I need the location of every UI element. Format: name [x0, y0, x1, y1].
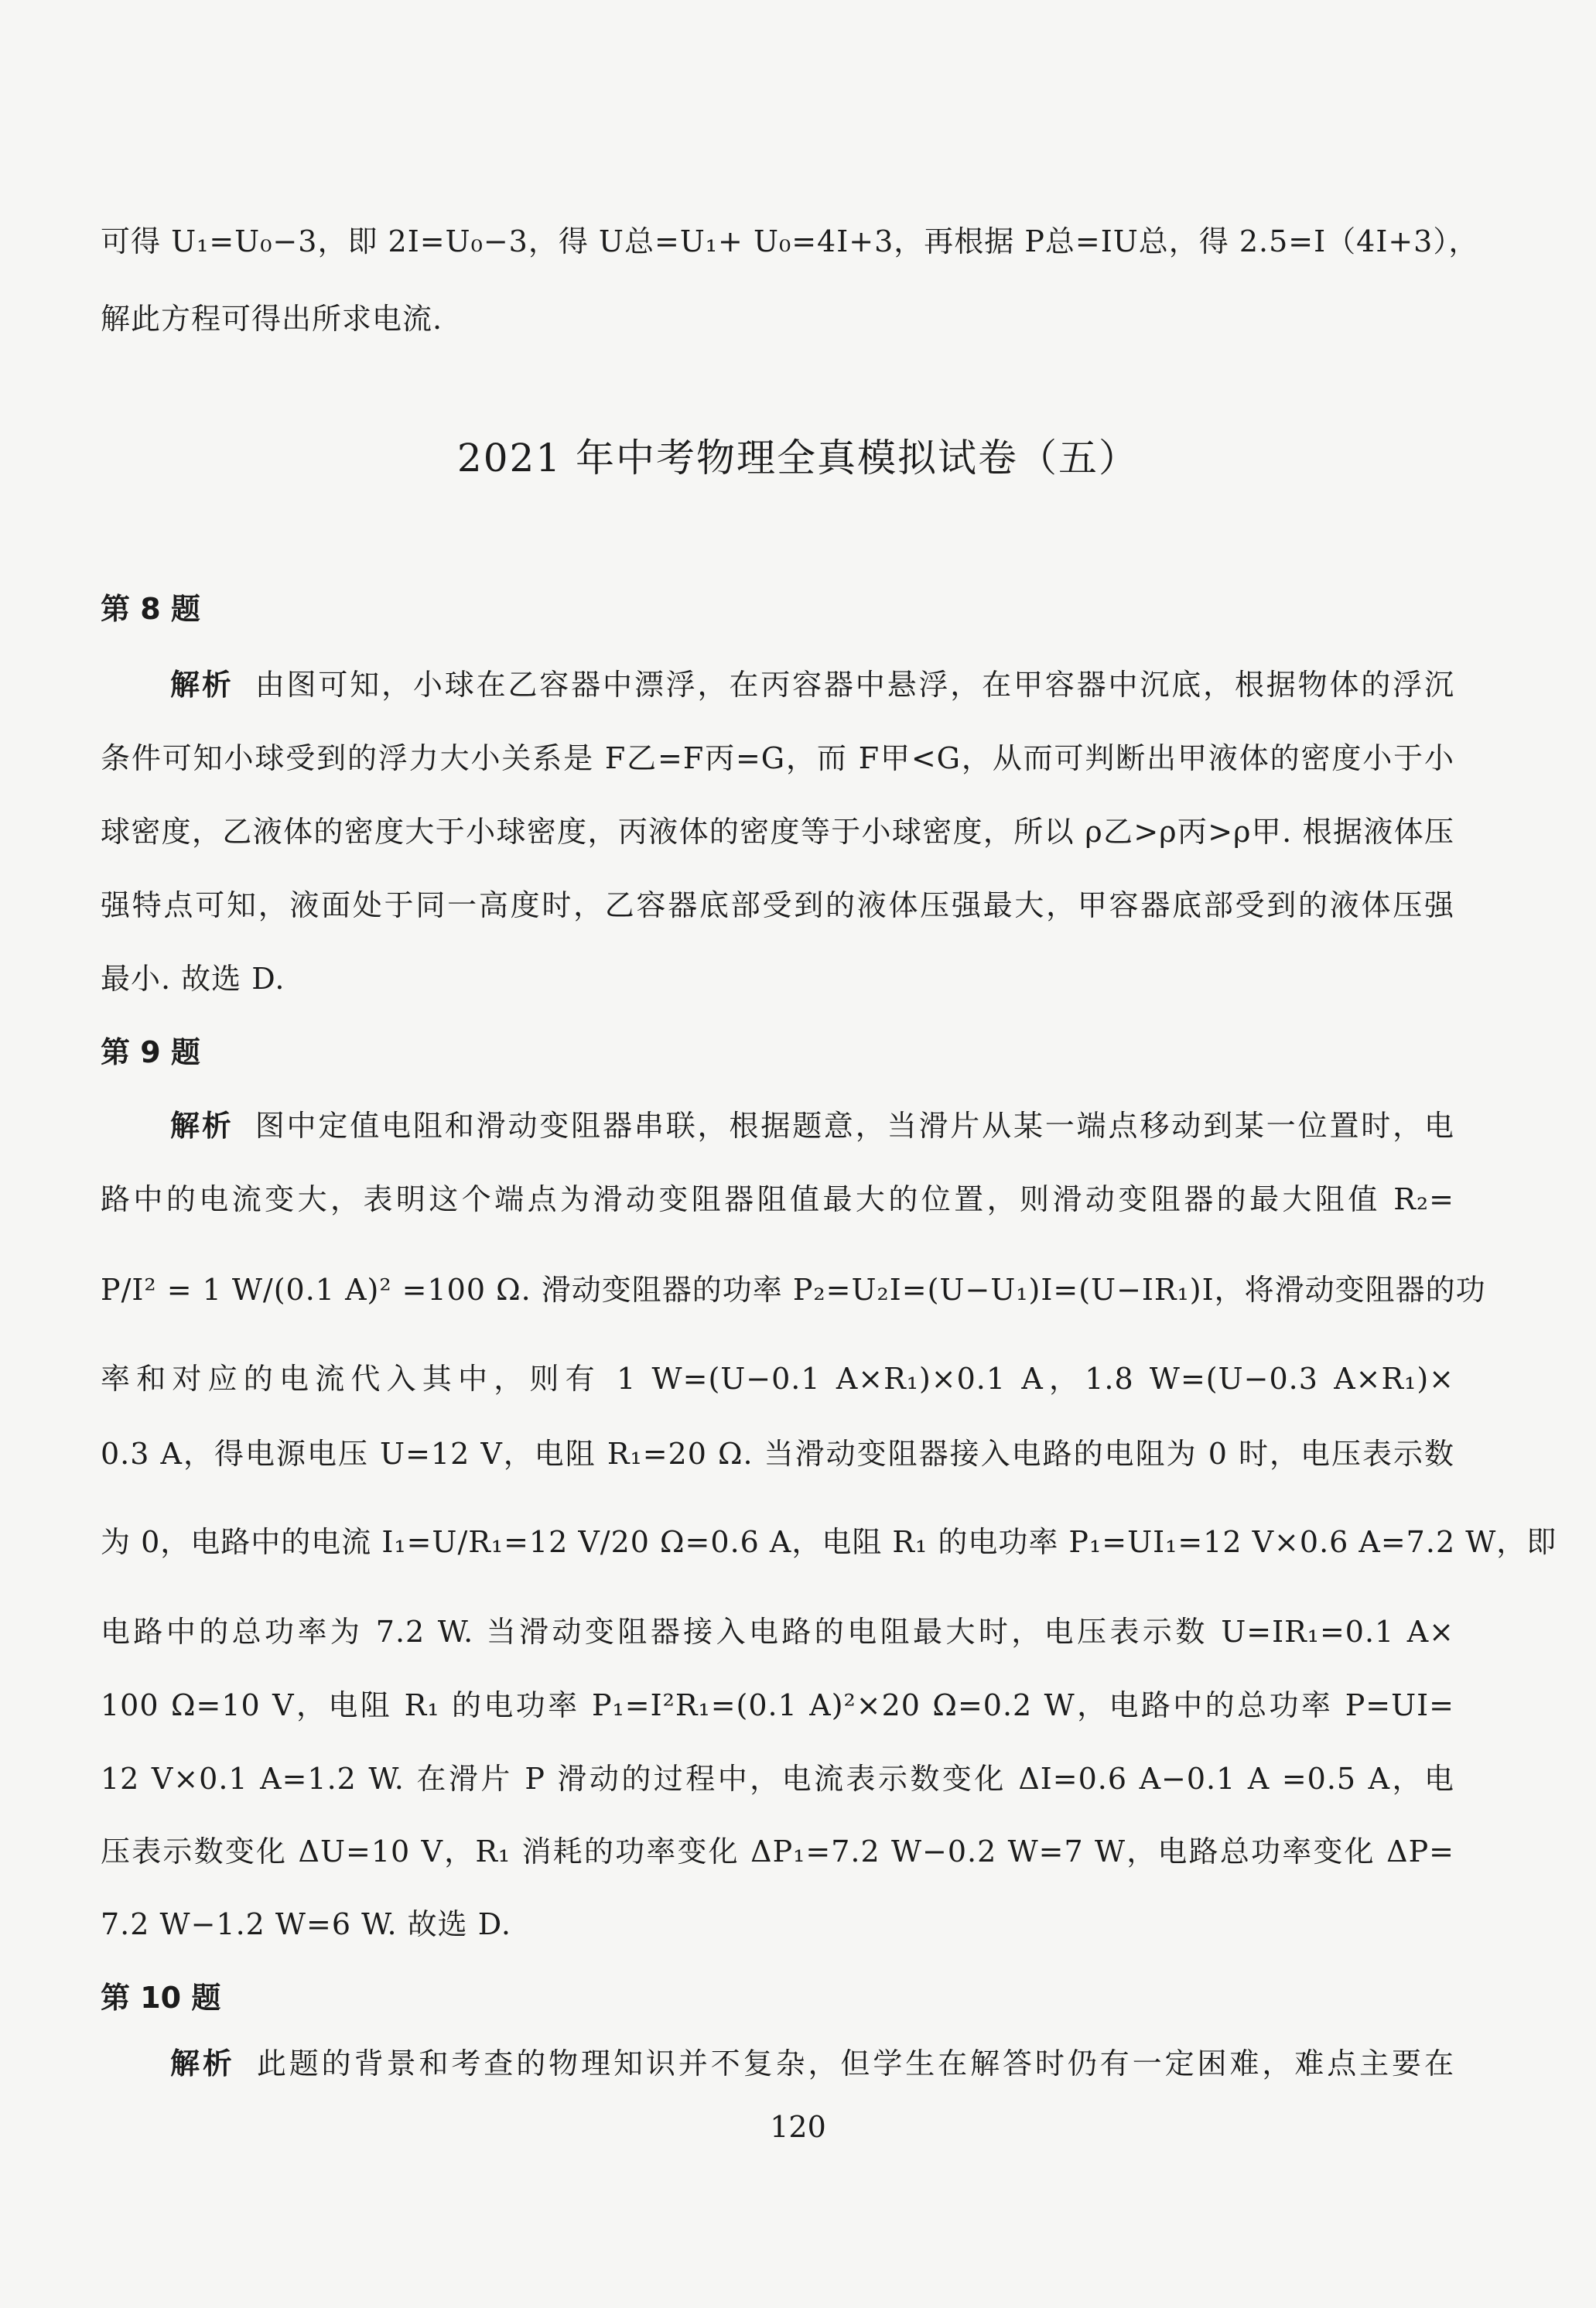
q9-line-3: P/I² = 1 W/(0.1 A)² =100 Ω. 滑动变阻器的功率 P₂=U₂I=(U−U₁)I=(U−IR₁)I，将滑动变阻器的功: [101, 1273, 1486, 1307]
intro-line-1: 可得 U₁=U₀−3，即 2I=U₀−3，得 U总=U₁+ U₀=4I+3，再根据 P总=IU总，得 2.5=I（4I+3），: [101, 224, 1479, 258]
q8-line-3: 球密度，乙液体的密度大于小球密度，丙液体的密度等于小球密度，所以 ρ乙>ρ丙>ρ甲. 根据液体压: [101, 815, 1454, 849]
q9-line-1: [170, 1105, 1454, 1147]
section-title: 2021 年中考物理全真模拟试卷（五）: [456, 436, 1140, 480]
q9-line-2: 路中的电流变大，表明这个端点为滑动变阻器阻值最大的位置，则滑动变阻器的最大阻值 R₂=: [101, 1182, 1454, 1216]
intro-line-2: 解此方程可得出所求电流.: [101, 302, 443, 336]
q8-heading: 第 8 题: [101, 592, 200, 626]
q9-line-5: 0.3 A，得电源电压 U=12 V，电阻 R₁=20 Ω. 当滑动变阻器接入电路的电阻为 0 时，电压表示数: [101, 1437, 1454, 1471]
q9-line-7: 电路中的总功率为 7.2 W. 当滑动变阻器接入电路的电阻最大时，电压表示数 U=IR₁=0.1 A×: [101, 1615, 1454, 1649]
q9-line-1-text: 图中定值电阻和滑动变阻器串联，根据题意，当滑片从某一端点移动到某一位置时，电: [255, 1109, 1454, 1143]
page-number: 120: [770, 2110, 826, 2144]
q9-heading: 第 9 题: [101, 1035, 200, 1069]
q10-tag: 解析: [170, 2046, 235, 2081]
q9-line-9: 12 V×0.1 A=1.2 W. 在滑片 P 滑动的过程中，电流表示数变化 ΔI=0.6 A−0.1 A =0.5 A，电: [101, 1762, 1454, 1796]
q8-line-1-text: 由图可知，小球在乙容器中漂浮，在丙容器中悬浮，在甲容器中沉底，根据物体的浮沉: [255, 668, 1454, 702]
q10-heading: 第 10 题: [101, 1981, 221, 2015]
q9-line-11: 7.2 W−1.2 W=6 W. 故选 D.: [101, 1907, 511, 1941]
q9-tag: 解析: [170, 1109, 234, 1143]
q8-line-4: 强特点可知，液面处于同一高度时，乙容器底部受到的液体压强最大，甲容器底部受到的液体压强: [101, 888, 1454, 922]
q8-line-1: [170, 664, 1454, 706]
q9-line-10: 压表示数变化 ΔU=10 V，R₁ 消耗的功率变化 ΔP₁=7.2 W−0.2 W=7 W，电路总功率变化 ΔP=: [101, 1834, 1454, 1869]
q8-line-2: 条件可知小球受到的浮力大小关系是 F乙=F丙=G，而 F甲<G，从而可判断出甲液体的密度小于小: [101, 741, 1454, 775]
q10-line-1-text: 此题的背景和考查的物理知识并不复杂，但学生在解答时仍有一定困难，难点主要在: [256, 2046, 1454, 2081]
q10-line-1: [170, 2043, 1454, 2084]
q8-line-5: 最小. 故选 D.: [101, 962, 285, 996]
q9-line-4: 率和对应的电流代入其中，则有 1 W=(U−0.1 A×R₁)×0.1 A，1.8 W=(U−0.3 A×R₁)×: [101, 1362, 1454, 1396]
q9-line-6: 为 0，电路中的电流 I₁=U/R₁=12 V/20 Ω=0.6 A，电阻 R₁ 的电功率 P₁=UI₁=12 V×0.6 A=7.2 W，即: [101, 1525, 1557, 1559]
q9-line-8: 100 Ω=10 V，电阻 R₁ 的电功率 P₁=I²R₁=(0.1 A)²×20 Ω=0.2 W，电路中的总功率 P=UI=: [101, 1688, 1454, 1722]
q8-tag: 解析: [170, 668, 234, 702]
